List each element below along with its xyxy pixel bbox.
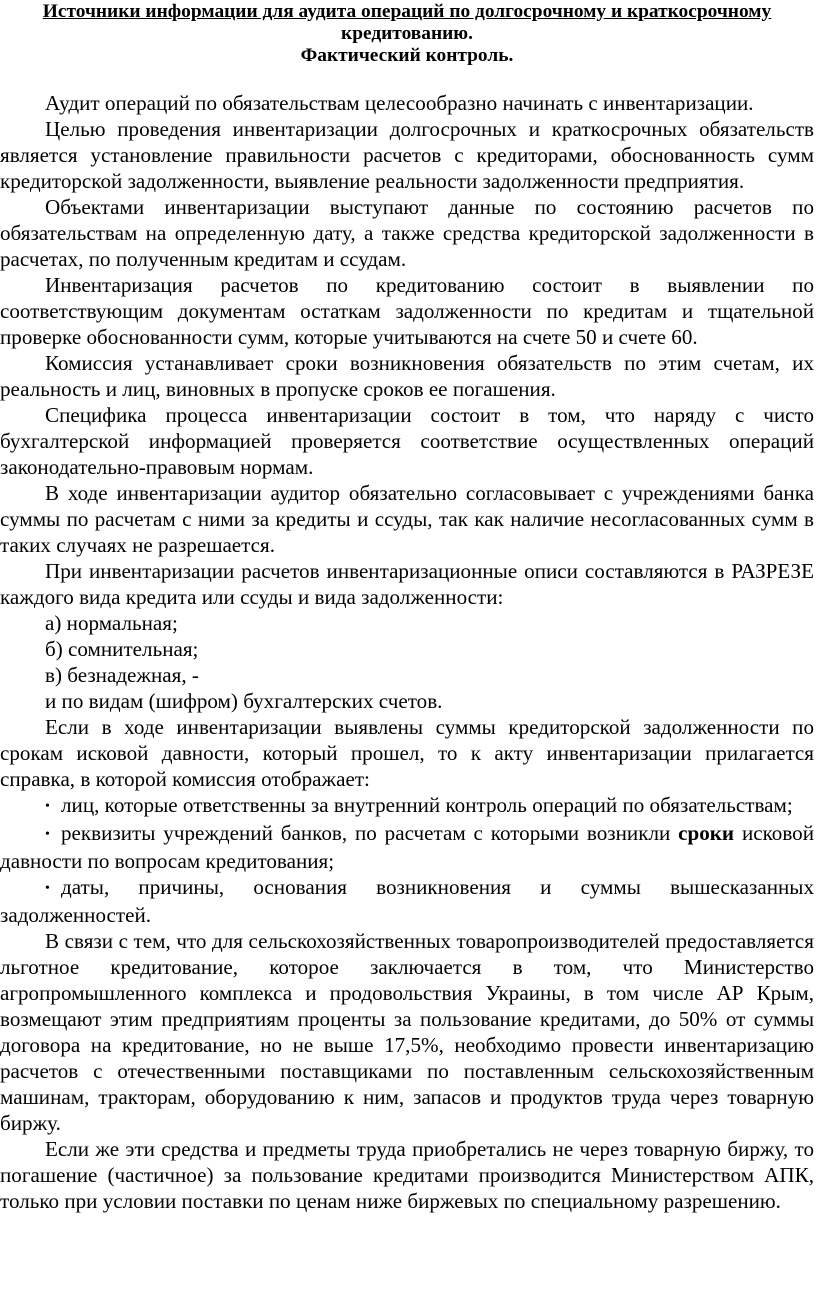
bullet-dot-icon: • (45, 827, 50, 842)
bullet-text-1: лиц, которые ответственны за внутренний контроль операций по обязательствам; (61, 793, 793, 817)
paragraph-9: Если в ходе инвентаризации выявлены суммы кредиторской задолженности по срокам исковой давности, который прошел, то к акту инвентаризации прилагается справка, в которой комиссия отображает: (0, 715, 814, 791)
paragraph-8: При инвентаризации расчетов инвентаризационные описи составляются в РАЗРЕЗЕ каждого вида кредита или ссуды и вида задолженности: (0, 559, 814, 609)
document-title-line-2: кредитованию. (341, 23, 473, 44)
bullet-dot-icon: • (45, 799, 50, 814)
paragraph-4: Инвентаризация расчетов по кредитованию состоит в выявлении по соответствующим документам остаткам задолженности по кредитам и тщательной проверке обоснованности сумм, которые учитываются на счете 50 и счете 60. (0, 273, 814, 349)
paragraph-3: Объектами инвентаризации выступают данные по состоянию расчетов по обязательствам на определенную дату, а также средства кредиторской задолженности в расчетах, по полученным кредитам и ссудам. (0, 195, 814, 271)
paragraph-2: Целью проведения инвентаризации долгосрочных и краткосрочных обязательств является установление правильности расчетов с кредиторами, обоснованность сумм кредиторской задолженности, выявление реальности задолженности предприятия. (0, 117, 814, 193)
bullet-item-3 (0, 874, 814, 928)
list-item-a: а) нормальная; (45, 611, 178, 635)
bullet-item-1 (0, 792, 814, 820)
paragraph-6: Специфика процесса инвентаризации состоит в том, что наряду с чисто бухгалтерской информацией проверяется соответствие осуществленных операций законодательно-правовым нормам. (0, 403, 814, 479)
list-tail: и по видам (шифром) бухгалтерских счетов. (45, 689, 443, 713)
paragraph-7: В ходе инвентаризации аудитор обязательно согласовывает с учреждениями банка суммы по расчетам с ними за кредиты и ссуды, так как наличие несогласованных сумм в таких случаях не разрешается. (0, 481, 814, 557)
document-title-underlined: Источники информации для аудита операций по долгосрочному и краткосрочному (42, 1, 772, 22)
bullet-text-3: даты, причины, основания возникновения и суммы вышесказанных задолженностей. (0, 875, 814, 927)
bullet-dot-icon: • (45, 881, 50, 896)
document-title-line-1 (0, 0, 814, 23)
bullet-item-2 (0, 820, 814, 874)
list-item-b: б) сомнительная; (45, 637, 199, 661)
paragraph-5: Комиссия устанавливает сроки возникновения обязательств по этим счетам, их реальность и лиц, виновных в пропуске сроков ее погашения. (0, 351, 814, 401)
list-item-c: в) безнадежная, - (45, 663, 199, 687)
bullet-text-2-bold: сроки (678, 821, 735, 845)
document-body (0, 90, 814, 1214)
paragraph-1: Аудит операций по обязательствам целесообразно начинать с инвентаризации. (45, 91, 754, 115)
bullet-text-2a: реквизиты учреждений банков, по расчетам с которыми возникли (61, 821, 679, 845)
paragraph-10: В связи с тем, что для сельскохозяйственных товаропроизводителей предоставляется льготное кредитование, которое заключается в том, что Министерство агропромышленного комплекса и продовольствия Украины, в том числе АР Крым, возмещают этим предприятиям проценты за пользование кредитами, до 50% от суммы договора на кредитование, но не выше 17,5%, необходимо провести инвентаризацию расчетов с отечественными поставщиками по поставленным сельскохозяйственным машинам, тракторам, оборудованию к ним, запасов и продуктов труда через товарную биржу. (0, 929, 814, 1135)
paragraph-11: Если же эти средства и предметы труда приобретались не через товарную биржу, то погашение (частичное) за пользование кредитами производится Министерством АПК, только при условии поставки по ценам ниже биржевых по специальному разрешению. (0, 1137, 814, 1213)
heading-spacer (0, 67, 814, 90)
bullet-text-2b: исковой давности по вопросам кредитования; (0, 821, 814, 873)
document-subtitle: Фактический контроль. (300, 45, 514, 66)
